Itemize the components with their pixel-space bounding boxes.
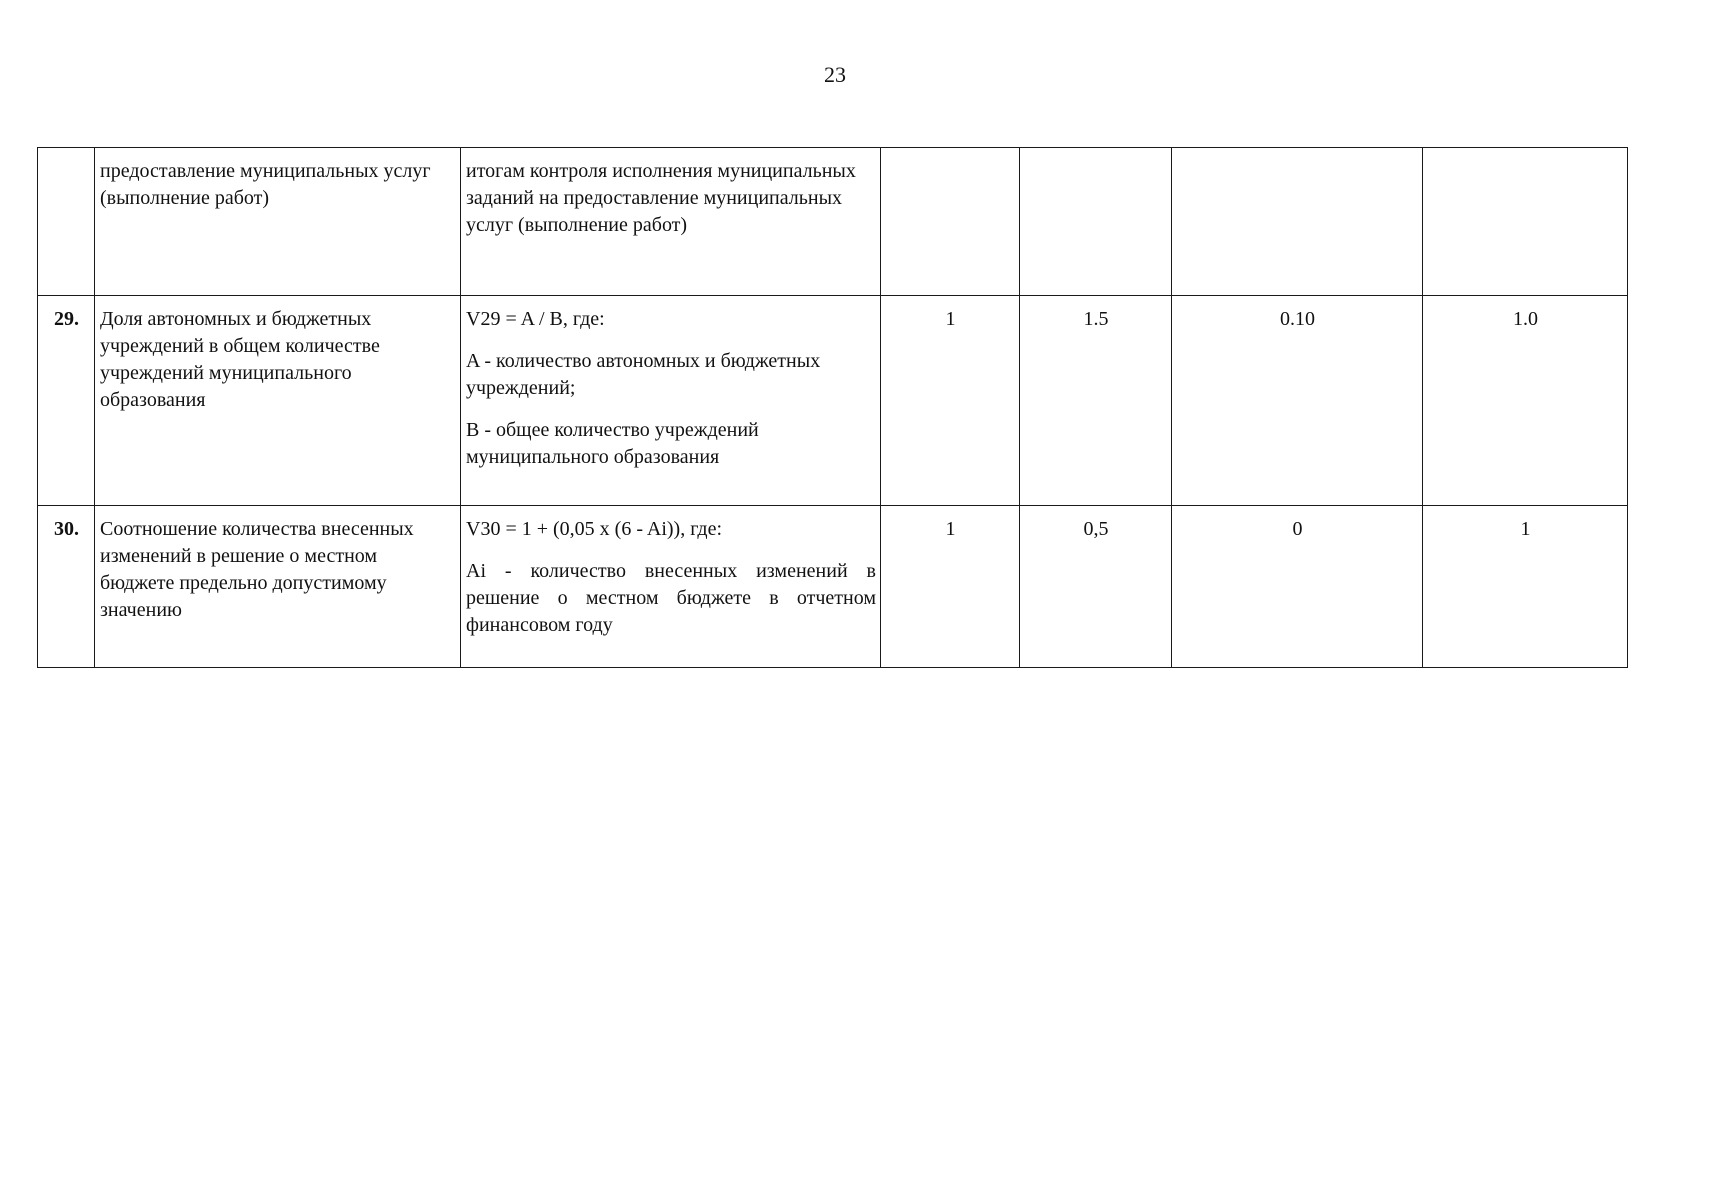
- value-cell: 1.5: [1020, 296, 1172, 506]
- value-cell: 1: [1423, 506, 1628, 668]
- table-row: [38, 148, 1628, 296]
- formula-line: итогам контроля исполнения муниципальных заданий на предоставление муниципальных услуг (выполнение работ): [466, 160, 856, 236]
- table-row: [38, 506, 1628, 668]
- formula-line: B - общее количество учреждений муниципального образования: [466, 419, 759, 468]
- indicator-name-cell: Соотношение количества внесенных изменений в решение о местном бюджете предельно допустимому значению: [95, 506, 461, 668]
- value-cell: [1172, 148, 1423, 296]
- page-number: 23: [824, 62, 846, 87]
- formula-line: V29 = A / B, где:: [466, 308, 605, 330]
- row-number-cell: [38, 148, 95, 296]
- value-cell: 1.0: [1423, 296, 1628, 506]
- formula-cell: [461, 506, 881, 668]
- indicator-name-cell: Доля автономных и бюджетных учреждений в общем количестве учреждений муниципального образования: [95, 296, 461, 506]
- value-cell: 1: [881, 296, 1020, 506]
- formula-line: A - количество автономных и бюджетных учреждений;: [466, 350, 821, 399]
- value-cell: 0,5: [1020, 506, 1172, 668]
- table-row: [38, 296, 1628, 506]
- value-cell: [881, 148, 1020, 296]
- value-cell: [1020, 148, 1172, 296]
- value-cell: [1423, 148, 1628, 296]
- indicator-name-cell: предоставление муниципальных услуг (выполнение работ): [95, 148, 461, 296]
- formula-line: V30 = 1 + (0,05 x (6 - Ai)), где:: [466, 518, 723, 540]
- value-cell: 0: [1172, 506, 1423, 668]
- formula-cell: [461, 148, 881, 296]
- row-number-cell: 29.: [38, 296, 95, 506]
- value-cell: 0.10: [1172, 296, 1423, 506]
- row-number-cell: 30.: [38, 506, 95, 668]
- formula-line: Ai - количество внесенных изменений в решение о местном бюджете в отчетном финансовом году: [466, 560, 876, 636]
- indicators-table: [37, 147, 1628, 668]
- formula-cell: [461, 296, 881, 506]
- value-cell: 1: [881, 506, 1020, 668]
